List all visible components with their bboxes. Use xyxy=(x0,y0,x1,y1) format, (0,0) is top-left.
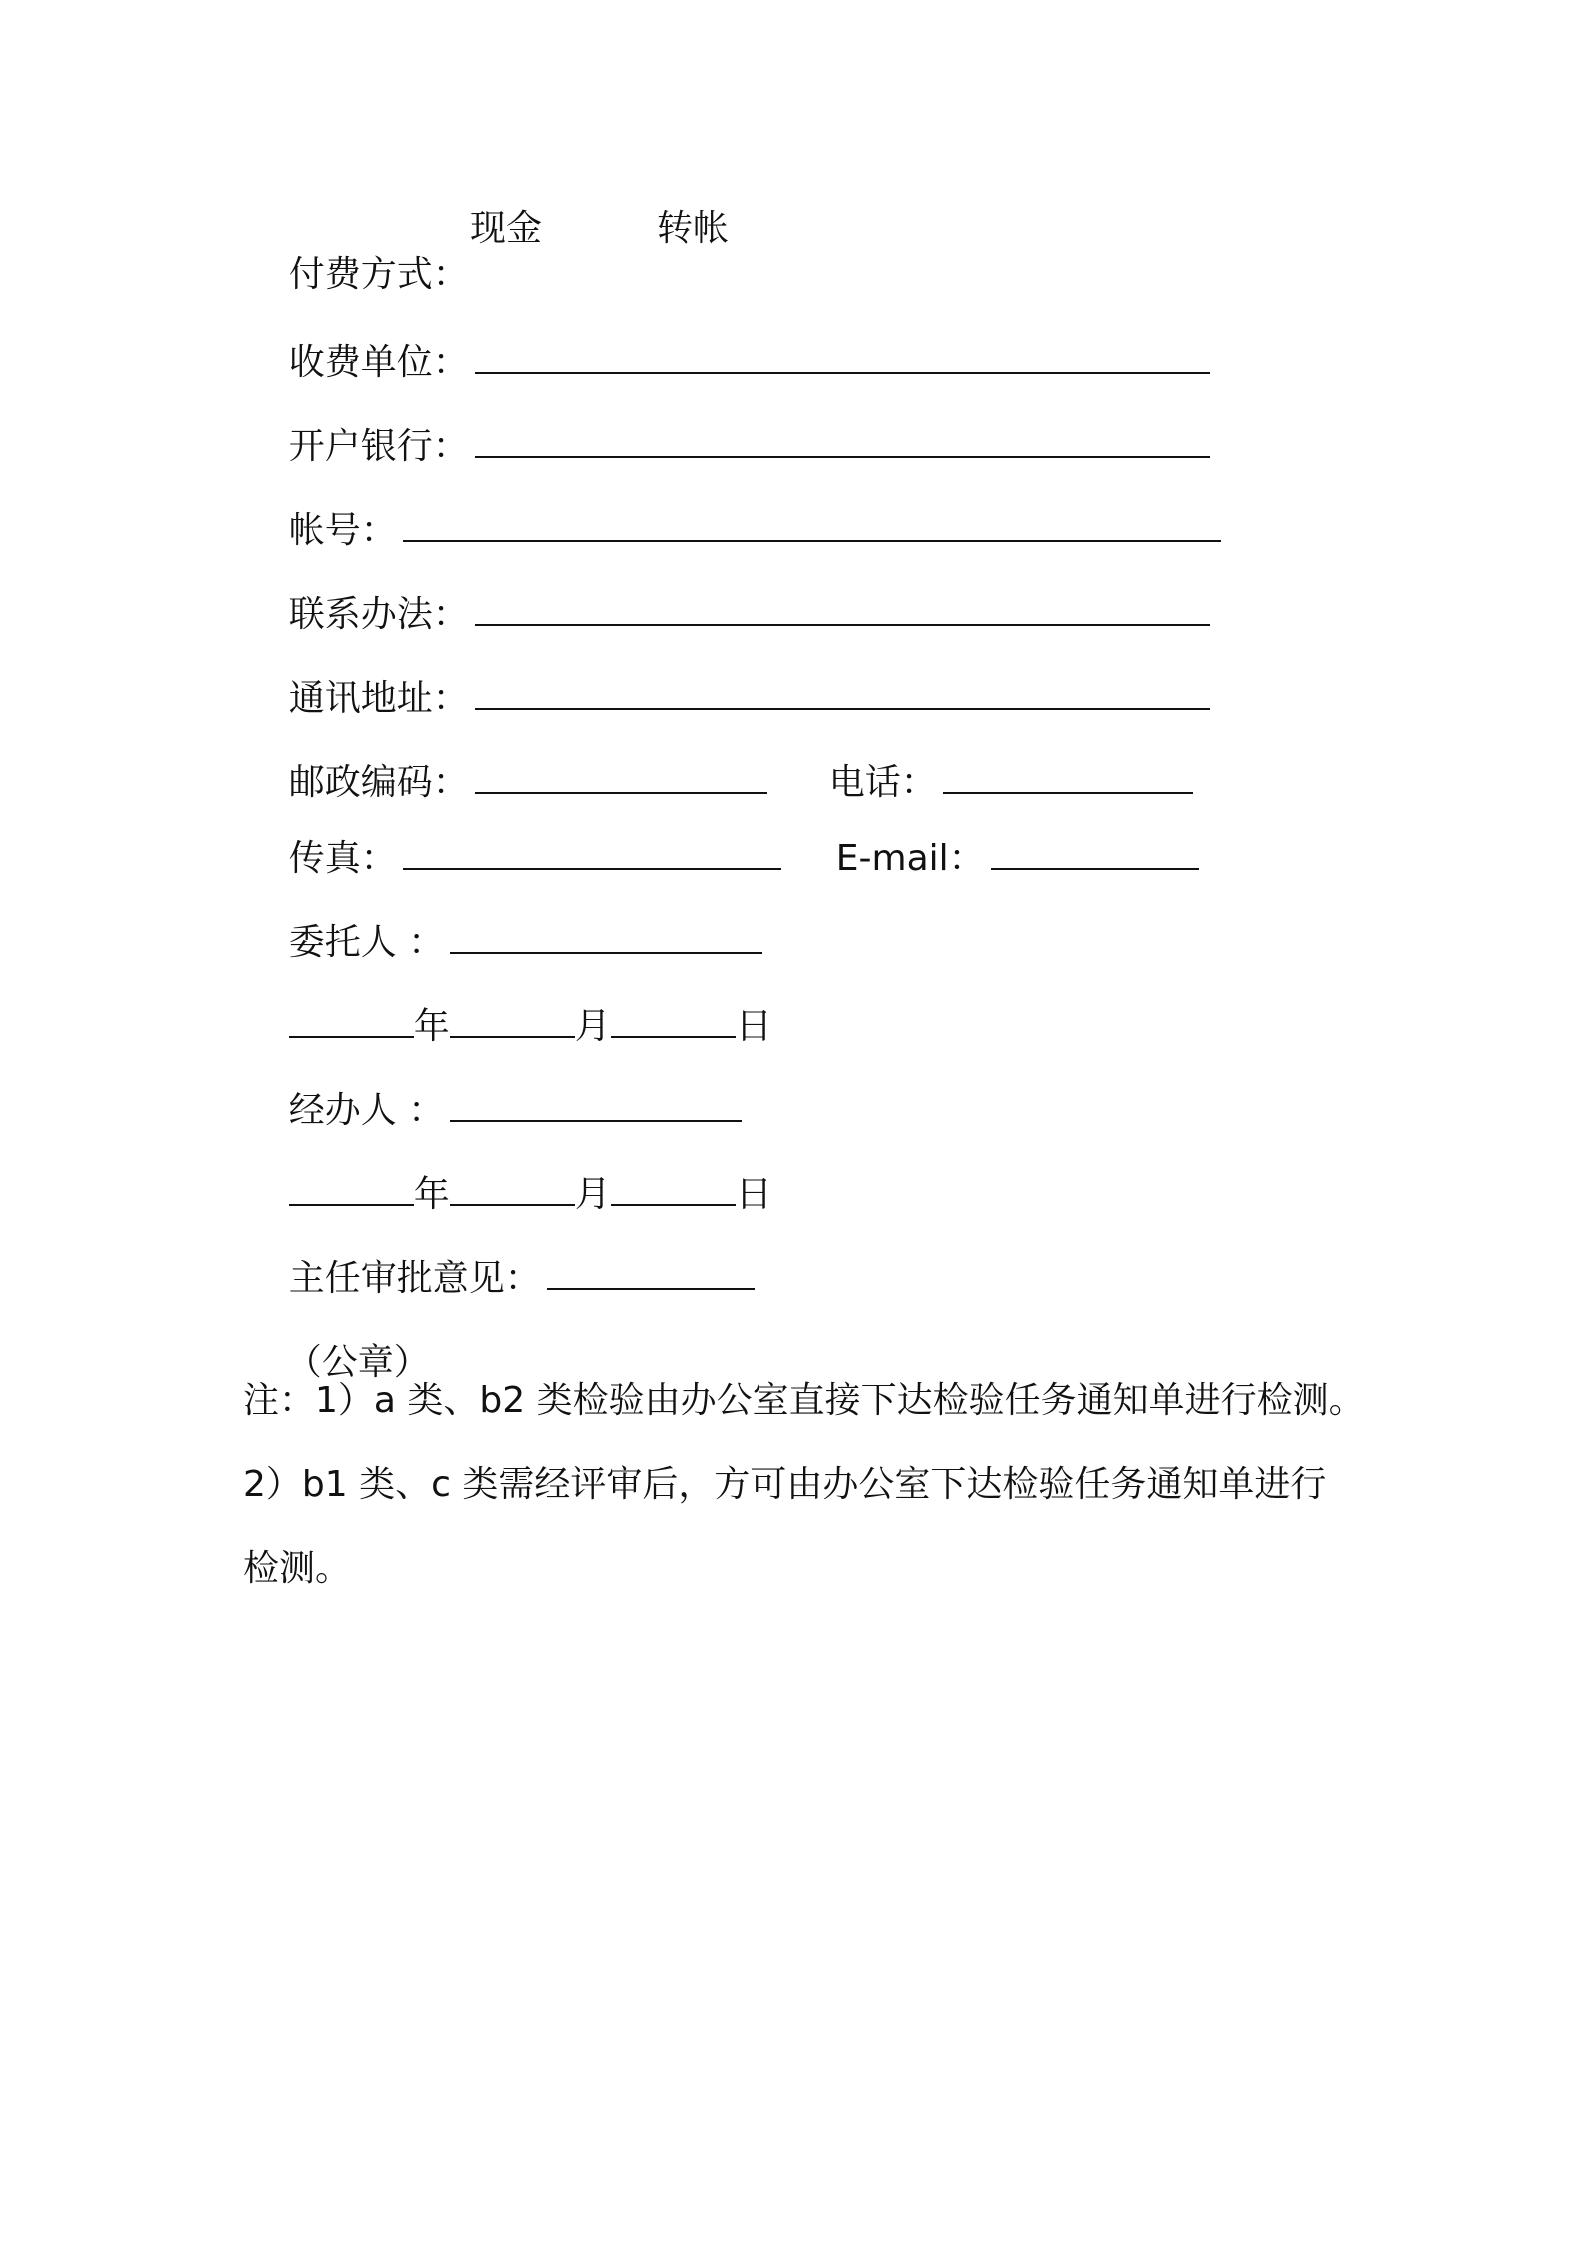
client-year-blank[interactable] xyxy=(289,1006,414,1038)
address-blank[interactable] xyxy=(475,678,1210,710)
payment-option-cash[interactable]: 现金 xyxy=(470,208,543,249)
email-field xyxy=(790,790,1199,928)
handler-year-blank[interactable] xyxy=(289,1174,414,1206)
account-blank[interactable] xyxy=(403,510,1221,542)
bank-label: 开户银行： xyxy=(288,426,469,467)
contact-method-blank[interactable] xyxy=(475,594,1210,626)
note-2-line-1: 2）b1 类、c 类需经评审后，方可由办公室下达检验任务通知单进行 xyxy=(243,1464,1327,1505)
client-month-blank[interactable] xyxy=(450,1006,575,1038)
account-label: 帐号： xyxy=(288,510,397,551)
month-label: 月 xyxy=(574,1006,611,1047)
month-label: 月 xyxy=(574,1174,611,1215)
seal-text: （公章） xyxy=(285,1342,430,1383)
email-blank[interactable] xyxy=(991,838,1199,870)
handler-month-blank[interactable] xyxy=(450,1174,575,1206)
year-label: 年 xyxy=(413,1006,450,1047)
director-blank[interactable] xyxy=(547,1258,755,1290)
client-day-blank[interactable] xyxy=(611,1006,736,1038)
bank-blank[interactable] xyxy=(475,426,1210,458)
payee-unit-blank[interactable] xyxy=(475,342,1210,374)
payee-unit-label: 收费单位： xyxy=(288,342,469,383)
note-2-line-2: 检测。 xyxy=(243,1548,352,1589)
postcode-label: 邮政编码： xyxy=(288,762,469,803)
handler-label: 经办人 ： xyxy=(288,1090,445,1131)
year-label: 年 xyxy=(413,1174,450,1215)
fax-blank[interactable] xyxy=(403,838,781,870)
handler-day-blank[interactable] xyxy=(611,1174,736,1206)
director-label: 主任审批意见： xyxy=(288,1258,541,1299)
email-label: E-mail： xyxy=(835,838,985,879)
client-label: 委托人 ： xyxy=(288,922,445,963)
handler-blank[interactable] xyxy=(450,1090,742,1122)
fax-label: 传真： xyxy=(288,838,397,879)
payment-option-transfer[interactable]: 转帐 xyxy=(657,208,730,249)
note-1: 注：1）a 类、b2 类检验由办公室直接下达检验任务通知单进行检测。 xyxy=(243,1380,1365,1421)
day-label: 日 xyxy=(735,1174,772,1215)
phone-label: 电话： xyxy=(828,762,937,803)
contact-method-label: 联系办法： xyxy=(288,594,469,635)
address-label: 通讯地址： xyxy=(288,678,469,719)
client-blank[interactable] xyxy=(450,922,762,954)
day-label: 日 xyxy=(735,1006,772,1047)
payment-label: 付费方式： xyxy=(288,254,469,295)
